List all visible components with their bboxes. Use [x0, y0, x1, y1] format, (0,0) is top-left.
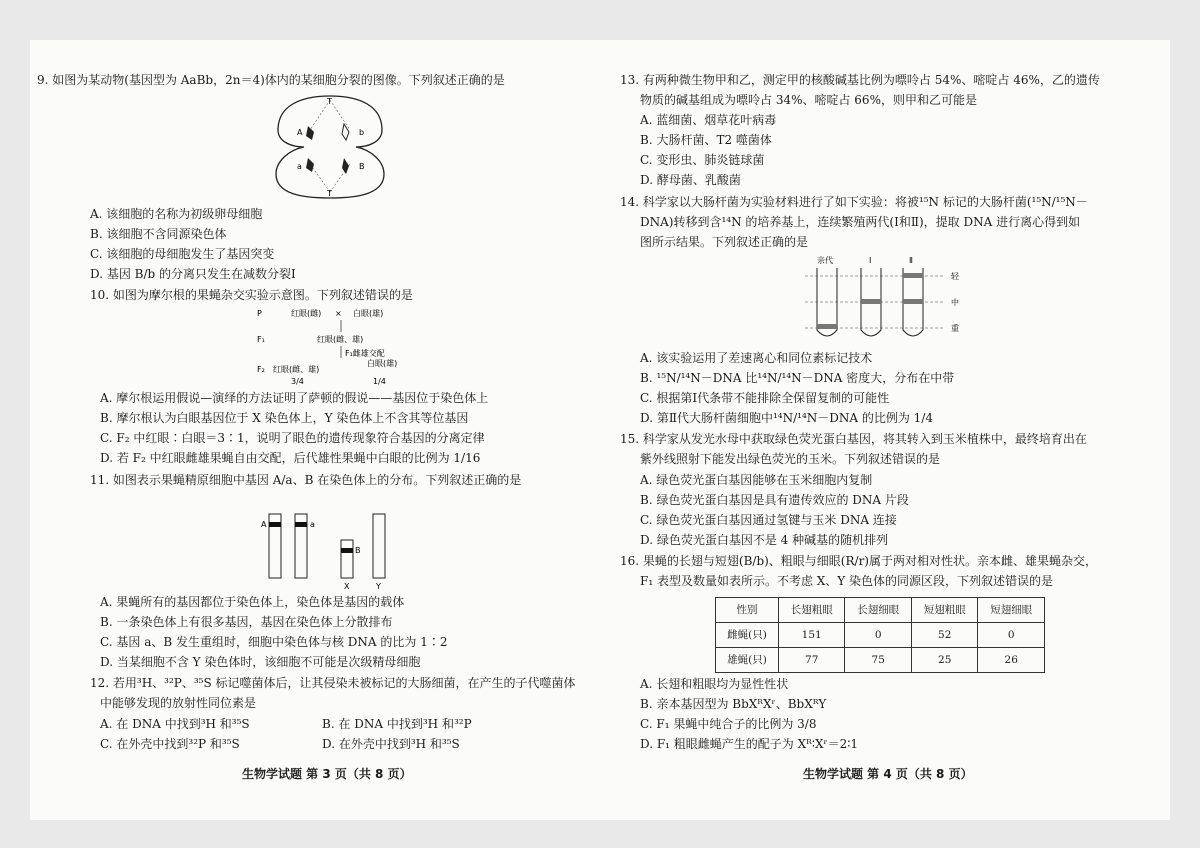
svg-text:a: a [310, 520, 315, 529]
q15-option-b[interactable]: B. 绿色荧光蛋白基因是具有遗传效应的 DNA 片段 [640, 493, 909, 507]
exam-sheet [30, 40, 1170, 820]
table-header: 长翅细眼 [845, 598, 912, 623]
svg-text:红眼(雌、雄): 红眼(雌、雄) [273, 365, 320, 374]
q12-option-b[interactable]: B. 在 DNA 中找到³H 和³²P [322, 717, 472, 731]
svg-text:T: T [327, 189, 332, 198]
svg-text:F₁雌雄交配: F₁雌雄交配 [345, 349, 385, 358]
table-row: 雌蝇(只) 151 0 52 0 [716, 623, 1045, 648]
q10-option-a[interactable]: A. 摩尔根运用假说—演绎的方法证明了萨顿的假说——基因位于染色体上 [100, 391, 489, 405]
svg-text:P: P [257, 309, 262, 318]
q11-option-b[interactable]: B. 一条染色体上有很多基因，基因在染色体上分散排布 [100, 615, 393, 629]
q14-stem-line1: 14. 科学家以大肠杆菌为实验材料进行了如下实验：将被¹⁵N 标记的大肠杆菌(¹⁵N/¹⁵N－ [620, 195, 1088, 209]
q16-option-b[interactable]: B. 亲本基因型为 BbXᴿXʳ、BbXᴿY [640, 697, 827, 711]
q16-option-c[interactable]: C. F₁ 果蝇中纯合子的比例为 3/8 [640, 717, 817, 731]
page-3-footer: 生物学试题 第 3 页（共 8 页） [242, 767, 412, 781]
svg-text:X: X [344, 582, 350, 591]
svg-text:3/4: 3/4 [291, 377, 304, 386]
svg-text:中: 中 [951, 298, 959, 307]
svg-text:白眼(雄): 白眼(雄) [367, 359, 398, 368]
q16-option-a[interactable]: A. 长翅和粗眼均为显性性状 [640, 677, 789, 691]
gene-label-b-upper: b [359, 128, 365, 137]
q9-option-a[interactable]: A. 该细胞的名称为初级卵母细胞 [90, 207, 263, 221]
q16-f1-table [715, 597, 1045, 673]
q13-option-b[interactable]: B. 大肠杆菌、T2 噬菌体 [640, 133, 772, 147]
svg-text:白眼(雄): 白眼(雄) [353, 309, 384, 318]
svg-text:轻: 轻 [951, 272, 959, 281]
gene-label-a-lower: a [297, 162, 302, 171]
q10-option-d[interactable]: D. 若 F₂ 中红眼雌雄果蝇自由交配，后代雄性果蝇中白眼的比例为 1/16 [100, 451, 481, 465]
q14-centrifuge-figure [805, 254, 980, 346]
q9-option-c[interactable]: C. 该细胞的母细胞发生了基因突变 [90, 247, 275, 261]
svg-text:红眼(雌、雄): 红眼(雌、雄) [317, 335, 364, 344]
q14-option-b[interactable]: B. ¹⁵N/¹⁴N－DNA 比¹⁴N/¹⁴N－DNA 密度大，分布在中带 [640, 371, 955, 385]
svg-text:A: A [261, 520, 267, 529]
q11-option-c[interactable]: C. 基因 a、B 发生重组时，细胞中染色体与核 DNA 的比为 1∶2 [100, 635, 448, 649]
q10-stem: 10. 如图为摩尔根的果蝇杂交实验示意图。下列叙述错误的是 [90, 288, 413, 302]
q15-option-c[interactable]: C. 绿色荧光蛋白基因通过氢键与玉米 DNA 连接 [640, 513, 897, 527]
page-4-footer: 生物学试题 第 4 页（共 8 页） [803, 767, 973, 781]
svg-text:重: 重 [951, 324, 959, 333]
q13-option-a[interactable]: A. 蓝细菌、烟草花叶病毒 [640, 113, 777, 127]
q11-option-d[interactable]: D. 当某细胞不含 Y 染色体时，该细胞不可能是次级精母细胞 [100, 655, 421, 669]
q15-stem-line1: 15. 科学家从发光水母中获取绿色荧光蛋白基因，将其转入到玉米植株中，最终培育出在 [620, 432, 1087, 446]
svg-text:T: T [327, 97, 332, 106]
svg-text:F₂: F₂ [257, 365, 265, 374]
q11-chromosome-figure [255, 510, 425, 592]
svg-text:1/4: 1/4 [373, 377, 386, 386]
svg-text:Y: Y [376, 582, 381, 591]
svg-text:红眼(雌): 红眼(雌) [291, 309, 322, 318]
table-header: 性别 [716, 598, 779, 623]
q12-option-c[interactable]: C. 在外壳中找到³²P 和³⁵S [100, 737, 240, 751]
q14-stem-line3: 图所示结果。下列叙述正确的是 [640, 235, 809, 249]
q9-option-d[interactable]: D. 基因 B/b 的分离只发生在减数分裂Ⅰ [90, 267, 296, 281]
q9-option-b[interactable]: B. 该细胞不含同源染色体 [90, 227, 227, 241]
table-header: 长翅粗眼 [778, 598, 845, 623]
table-header: 短翅粗眼 [911, 598, 978, 623]
svg-text:F₁: F₁ [257, 335, 265, 344]
q13-stem-line1: 13. 有两种微生物甲和乙，测定甲的核酸碱基比例为嘌呤占 54%、嘧啶占 46%，乙的遗传 [620, 73, 1100, 87]
q12-option-d[interactable]: D. 在外壳中找到³H 和³⁵S [322, 737, 460, 751]
svg-text:亲代: 亲代 [817, 256, 833, 265]
q11-stem: 11. 如图表示果蝇精原细胞中基因 A/a、B 在染色体上的分布。下列叙述正确的是 [90, 473, 522, 487]
q11-option-a[interactable]: A. 果蝇所有的基因都位于染色体上，染色体是基因的载体 [100, 595, 405, 609]
q9-cell-figure [270, 92, 390, 202]
svg-text:Ⅱ: Ⅱ [909, 256, 913, 265]
table-row: 雄蝇(只) 77 75 25 26 [716, 648, 1045, 673]
q12-option-a[interactable]: A. 在 DNA 中找到³H 和³⁵S [100, 717, 250, 731]
q15-stem-line2: 紫外线照射下能发出绿色荧光的玉米。下列叙述错误的是 [640, 452, 941, 466]
q14-option-c[interactable]: C. 根据第Ⅰ代条带不能排除全保留复制的可能性 [640, 391, 890, 405]
q13-option-c[interactable]: C. 变形虫、肺炎链球菌 [640, 153, 765, 167]
q12-stem-line2: 中能够发现的放射性同位素是 [100, 696, 257, 710]
q14-option-a[interactable]: A. 该实验运用了差速离心和同位素标记技术 [640, 351, 873, 365]
q14-option-d[interactable]: D. 第Ⅱ代大肠杆菌细胞中¹⁴N/¹⁴N－DNA 的比例为 1/4 [640, 411, 933, 425]
gene-label-a-upper: A [297, 128, 303, 137]
q14-stem-line2: DNA)转移到含¹⁴N 的培养基上，连续繁殖两代(Ⅰ和Ⅱ)，提取 DNA 进行离心得到如 [640, 215, 1081, 229]
q10-cross-figure [255, 306, 425, 388]
q15-option-d[interactable]: D. 绿色荧光蛋白基因不是 4 种碱基的随机排列 [640, 533, 889, 547]
table-header: 短翅细眼 [978, 598, 1045, 623]
gene-label-b-lower: B [359, 162, 365, 171]
q16-stem-line1: 16. 果蝇的长翅与短翅(B/b)、粗眼与细眼(R/r)属于两对相对性状。亲本雌、雄果蝇杂交， [620, 554, 1097, 568]
svg-text:Ⅰ: Ⅰ [869, 256, 872, 265]
q16-stem-line2: F₁ 表型及数量如表所示。不考虑 X、Y 染色体的同源区段，下列叙述错误的是 [640, 574, 1054, 588]
q12-stem-line1: 12. 若用³H、³²P、³⁵S 标记噬菌体后，让其侵染未被标记的大肠细菌，在产生的子代噬菌体 [90, 676, 576, 690]
q13-option-d[interactable]: D. 酵母菌、乳酸菌 [640, 173, 741, 187]
q16-option-d[interactable]: D. F₁ 粗眼雌蝇产生的配子为 Xᴿ∶Xʳ＝2∶1 [640, 737, 859, 751]
q13-stem-line2: 物质的碱基组成为嘌呤占 34%、嘧啶占 66%，则甲和乙可能是 [640, 93, 977, 107]
q9-stem: 9. 如图为某动物(基因型为 AaBb，2n＝4)体内的某细胞分裂的图像。下列叙述正确的是 [37, 73, 505, 87]
q10-option-b[interactable]: B. 摩尔根认为白眼基因位于 X 染色体上，Y 染色体上不含其等位基因 [100, 411, 469, 425]
svg-text:B: B [355, 546, 361, 555]
q15-option-a[interactable]: A. 绿色荧光蛋白基因能够在玉米细胞内复制 [640, 473, 873, 487]
svg-text:×: × [335, 309, 342, 318]
q10-option-c[interactable]: C. F₂ 中红眼∶白眼＝3∶1，说明了眼色的遗传现象符合基因的分离定律 [100, 431, 485, 445]
